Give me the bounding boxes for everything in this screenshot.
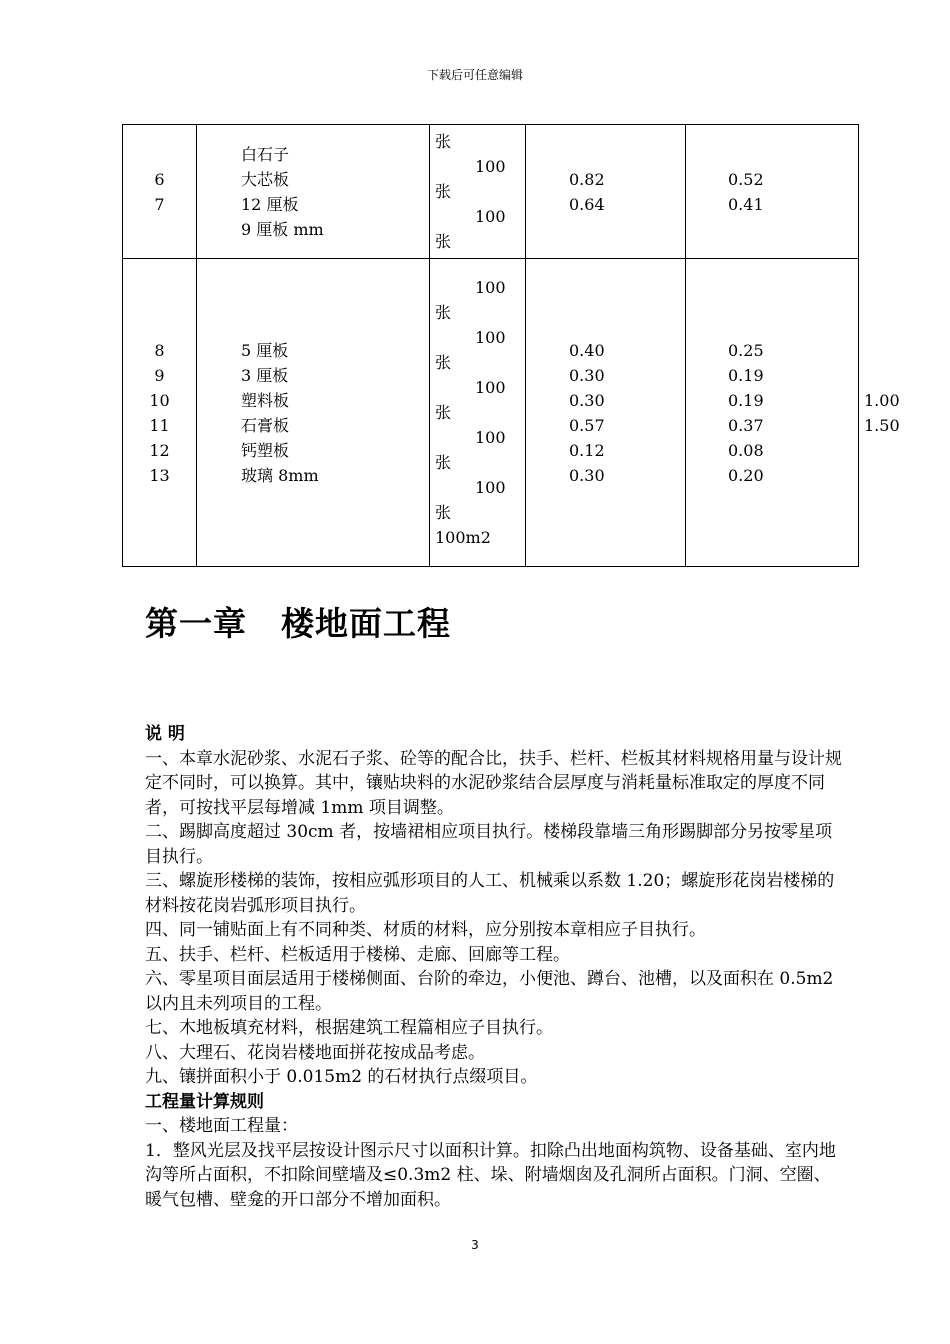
item-number: 13	[149, 465, 170, 485]
unit-text: 100	[475, 428, 506, 447]
item-number: 10	[149, 390, 170, 410]
material-name: 钙塑板	[241, 440, 290, 460]
unit-text: 张	[435, 353, 452, 372]
quantity-cell	[526, 259, 686, 567]
unit-cell	[430, 125, 526, 259]
quantity-cell	[526, 125, 686, 259]
quantity-value: 0.57	[569, 415, 605, 435]
rules-item: 一、楼地面工程量：	[145, 1116, 298, 1136]
unit-text: 张	[435, 232, 452, 251]
material-name-cell	[197, 125, 430, 259]
explanation-item: 四、同一铺贴面上有不同种类、材质的材料，应分别按本章相应子目执行。	[145, 920, 706, 940]
quantity-value: 0.19	[728, 390, 764, 410]
explanation-item: 二、踢脚高度超过 30cm 者，按墙裙相应项目执行。楼梯段靠墙三角形踢脚部分另按零星项目执行。	[145, 822, 833, 867]
item-number: 6	[154, 169, 165, 189]
quantity-value: 0.40	[569, 340, 605, 360]
quantity-value: 0.25	[728, 340, 764, 360]
rules-item: 1．整风光层及找平层按设计图示尺寸以面积计算。扣除凸出地面构筑物、设备基础、室内地沟等所占面积，不扣除间壁墙及≤0.3m2 柱、垛、附墙烟囱及孔洞所占面积。门洞、空圈、暖气包槽、壁龛的开口部分不增加面积。	[145, 1140, 836, 1210]
quantity-value: 0.82	[569, 169, 605, 189]
explanation-item: 六、零星项目面层适用于楼梯侧面、台阶的牵边，小便池、蹲台、池槽，以及面积在 0.5m2 以内且未列项目的工程。	[145, 969, 834, 1014]
material-name: 大芯板	[241, 169, 290, 189]
rules-list	[145, 1114, 845, 1212]
explanation-heading: 说 明	[145, 724, 185, 744]
unit-text: 100m2	[435, 528, 491, 547]
quantity-value: 0.12	[569, 440, 605, 460]
quantity-value: 0.20	[728, 465, 764, 485]
unit-text: 张	[435, 403, 452, 422]
materials-table	[122, 124, 900, 567]
page-number: 3	[471, 1238, 479, 1252]
quantity-value: 0.19	[728, 365, 764, 385]
unit-text: 100	[475, 207, 506, 226]
item-number-cell	[123, 259, 197, 567]
material-name: 12 厘板	[241, 194, 299, 214]
quantity-value: 0.52	[728, 169, 764, 189]
explanation-item: 九、镶拼面积小于 0.015m2 的石材执行点缀项目。	[145, 1067, 538, 1087]
explanation-item: 三、螺旋形楼梯的装饰，按相应弧形项目的人工、机械乘以系数 1.20；螺旋形花岗岩楼梯的材料按花岗岩弧形项目执行。	[145, 871, 835, 916]
unit-cell	[430, 259, 526, 567]
unit-text: 张	[435, 453, 452, 472]
item-number: 7	[154, 194, 165, 214]
material-name: 5 厘板	[241, 340, 289, 360]
unit-text: 100	[475, 157, 506, 176]
item-number: 12	[149, 440, 170, 460]
item-number: 11	[149, 415, 170, 435]
rules-heading: 工程量计算规则	[145, 1091, 264, 1112]
chapter-body	[145, 722, 845, 1212]
unit-text: 张	[435, 132, 452, 151]
quantity-value: 0.30	[569, 465, 605, 485]
quantity-value: 0.41	[728, 194, 764, 214]
quantity-value: 0.08	[728, 440, 764, 460]
table-row: 8 9 10 11 12 13 5 厘板 3 厘板 塑料板 石膏板 钙塑板 玻璃 8mm 100 张 100 张 100 张 100 张 100 张 100m2 0.40 0.30 0.30 0.57 0.12 0.30 0.25 0.19 0.19 0.37 0.08 0.20 1.00 1.50	[123, 259, 859, 567]
quantity-value: 0.37	[728, 415, 764, 435]
unit-text: 100	[475, 378, 506, 397]
explanation-item: 一、本章水泥砂浆、水泥石子浆、砼等的配合比，扶手、栏杆、栏板其材料规格用量与设计规定不同时，可以换算。其中，镶贴块料的水泥砂浆结合层厚度与消耗量标准取定的厚度不同者，可按找平层每增减 1mm 项目调整。	[145, 748, 842, 818]
chapter-title: 第一章 楼地面工程	[145, 604, 451, 643]
quantity-cell	[686, 259, 859, 567]
explanation-list	[145, 747, 845, 1090]
quantity-cell	[686, 125, 859, 259]
unit-text: 100	[475, 278, 506, 297]
material-name: 3 厘板	[241, 365, 289, 385]
unit-text: 100	[475, 328, 506, 347]
item-number-cell	[123, 125, 197, 259]
quantity-value: 0.30	[569, 365, 605, 385]
material-name: 玻璃 8mm	[241, 465, 319, 485]
item-number: 8	[154, 340, 165, 360]
item-number: 9	[154, 365, 165, 385]
explanation-item: 八、大理石、花岗岩楼地面拼花按成品考虑。	[145, 1042, 485, 1063]
material-name: 石膏板	[241, 415, 290, 435]
page-header: 下载后可任意编辑	[426, 68, 523, 82]
quantity-value: 0.64	[569, 194, 605, 214]
material-name: 9 厘板 mm	[241, 219, 324, 239]
material-name: 白石子	[241, 144, 290, 164]
unit-text: 张	[435, 182, 452, 201]
material-name-cell	[197, 259, 430, 567]
table-row	[123, 125, 859, 259]
quantity-value: 0.30	[569, 390, 605, 410]
explanation-item: 五、扶手、栏杆、栏板适用于楼梯、走廊、回廊等工程。	[145, 944, 570, 965]
explanation-item: 七、木地板填充材料，根据建筑工程篇相应子目执行。	[145, 1018, 553, 1038]
unit-text: 张	[435, 503, 452, 522]
unit-text: 张	[435, 303, 452, 322]
unit-text: 100	[475, 478, 506, 497]
material-name: 塑料板	[241, 390, 290, 410]
